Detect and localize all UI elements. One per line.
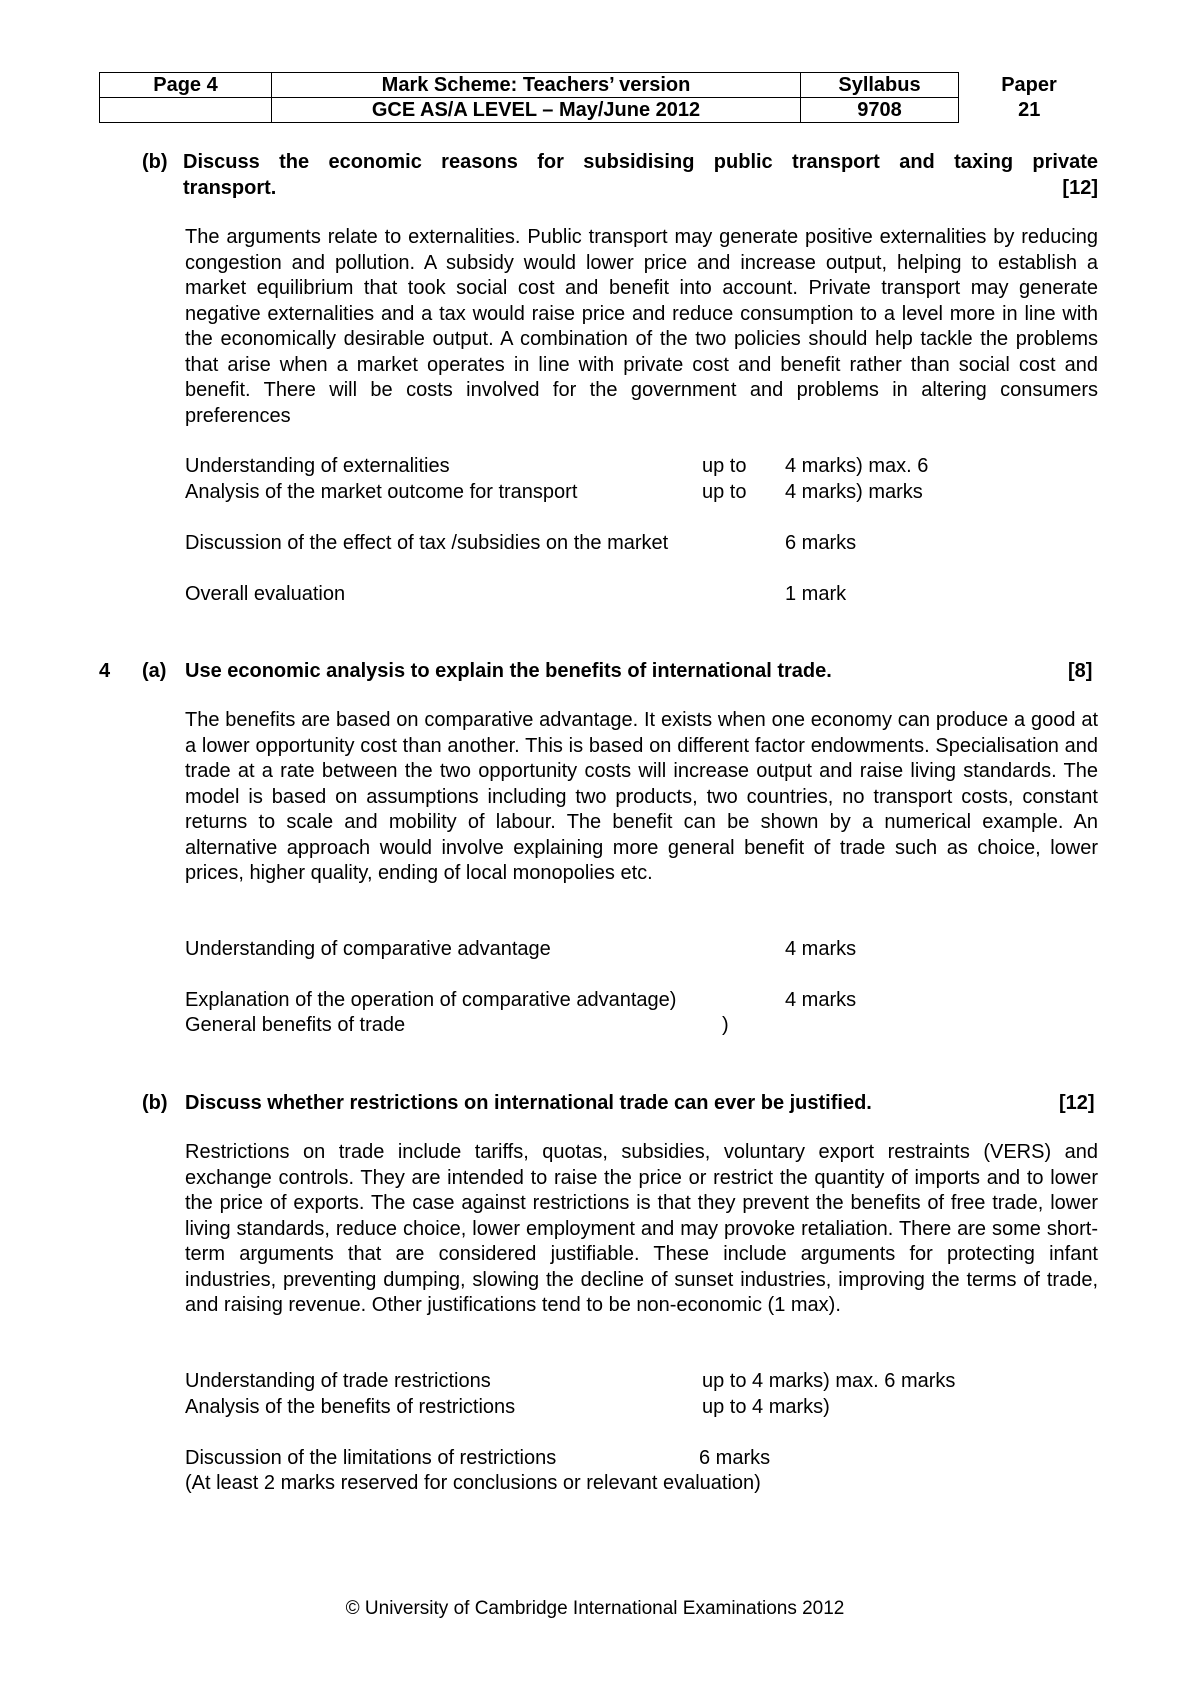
q3b-scheme-2-qual: up to — [702, 481, 747, 503]
header-blank-cell — [100, 98, 272, 123]
q4a-scheme-2-item: Explanation of the operation of comparative advantage) — [185, 989, 677, 1011]
q4b-scheme-2-item: Analysis of the benefits of restrictions — [185, 1396, 516, 1418]
q4b-scheme-1-item: Understanding of trade restrictions — [185, 1370, 491, 1392]
header-title: Mark Scheme: Teachers’ version — [272, 73, 801, 98]
q3b-question-line1: Discuss the economic reasons for subsidising public transport and taxing private — [183, 151, 1098, 173]
q4b-question: Discuss whether restrictions on international trade can ever be justified. — [185, 1092, 872, 1114]
q4b-marks: [12] — [1059, 1092, 1095, 1114]
q3b-question — [183, 150, 1098, 201]
q4a-scheme-1-item: Understanding of comparative advantage — [185, 938, 551, 960]
q3b-scheme-1-qual: up to — [702, 455, 747, 477]
q3b-scheme-1-item: Understanding of externalities — [185, 455, 450, 477]
q3b-scheme-4-item: Overall evaluation — [185, 583, 346, 605]
q3b-scheme-1-marks: 4 marks) max. 6 — [785, 455, 929, 477]
footer-copyright: © University of Cambridge International Examinations 2012 — [345, 1598, 845, 1619]
header-paper-label: Paper — [1001, 74, 1057, 96]
q3b-label: (b) — [142, 151, 168, 173]
header-paper-number: 21 — [1018, 99, 1041, 121]
q4a-scheme-bracket: ) — [722, 1014, 729, 1036]
q4a-scheme-3-item: General benefits of trade — [185, 1014, 406, 1036]
q4-number: 4 — [99, 660, 111, 682]
q4b-scheme-2-marks: up to 4 marks) — [702, 1396, 830, 1418]
header-syllabus-label: Syllabus — [801, 73, 959, 98]
q3b-scheme-2-item: Analysis of the market outcome for transport — [185, 481, 578, 503]
q3b-answer: The arguments relate to externalities. Public transport may generate positive externalities by reducing congestion and pollution. A subsidy would lower price and increase output, helping to establish a market equilibrium that took social cost and benefit into account. Private transport may generate negative externalities and a tax would raise price and reduce consumption to a level more in line with the economically desirable output. A combination of the two policies should help tackle the problems that arise when a market operates in line with private cost and benefit rather than social cost and benefit. There will be costs involved for the government and problems in altering consumers preferences — [185, 226, 1098, 427]
q3b-question-line2: transport. — [183, 176, 277, 199]
q3b-scheme-4-marks: 1 mark — [785, 583, 847, 605]
q4b-note: (At least 2 marks reserved for conclusions or relevant evaluation) — [185, 1472, 761, 1494]
q4a-scheme-1-marks: 4 marks — [785, 938, 857, 960]
q4b-label: (b) — [142, 1092, 168, 1114]
header-page: Page 4 — [100, 73, 272, 98]
q4a-answer: The benefits are based on comparative advantage. It exists when one economy can produce a good at a lower opportunity cost than another. This is based on different factor endowments. Specialisation and trade at a rate between the two opportunity costs will increase output and raise living standards. The model is based on assumptions including two products, two countries, no transport costs, constant returns to scale and mobility of labour. The benefit can be shown by a numerical example. An alternative approach would involve explaining more general benefit of trade such as choice, lower prices, higher quality, ending of local monopolies etc. — [185, 709, 1098, 884]
header-syllabus-code: 9708 — [801, 98, 959, 123]
q4a-label: (a) — [142, 660, 167, 682]
q3b-scheme-3-marks: 6 marks — [785, 532, 857, 554]
q4b-scheme-3-marks: 6 marks — [699, 1447, 771, 1469]
q3b-marks: [12] — [1062, 176, 1098, 199]
q4a-marks: [8] — [1068, 660, 1093, 682]
q4a-question: Use economic analysis to explain the benefits of international trade. — [185, 660, 832, 682]
q3b-scheme-2-marks: 4 marks) marks — [785, 481, 923, 503]
header-table — [99, 72, 1100, 123]
header-exam: GCE AS/A LEVEL – May/June 2012 — [272, 98, 801, 123]
q4a-scheme-2-marks: 4 marks — [785, 989, 857, 1011]
q4b-scheme-1-marks: up to 4 marks) max. 6 marks — [702, 1370, 956, 1392]
q4b-scheme-3-item: Discussion of the limitations of restrictions — [185, 1447, 557, 1469]
q4b-answer: Restrictions on trade include tariffs, quotas, subsidies, voluntary export restraints (VERS) and exchange controls. They are intended to raise the price or restrict the quantity of imports and to lower the price of exports. The case against restrictions is that they prevent the benefits of free trade, lower living standards, reduce choice, lower employment and may provoke retaliation. There are some short-term arguments that are considered justifiable. These include arguments for protecting infant industries, preventing dumping, slowing the decline of sunset industries, improving the terms of trade, and raising revenue. Other justifications tend to be non-economic (1 max). — [185, 1141, 1098, 1316]
q3b-scheme-3-item: Discussion of the effect of tax /subsidies on the market — [185, 532, 669, 554]
